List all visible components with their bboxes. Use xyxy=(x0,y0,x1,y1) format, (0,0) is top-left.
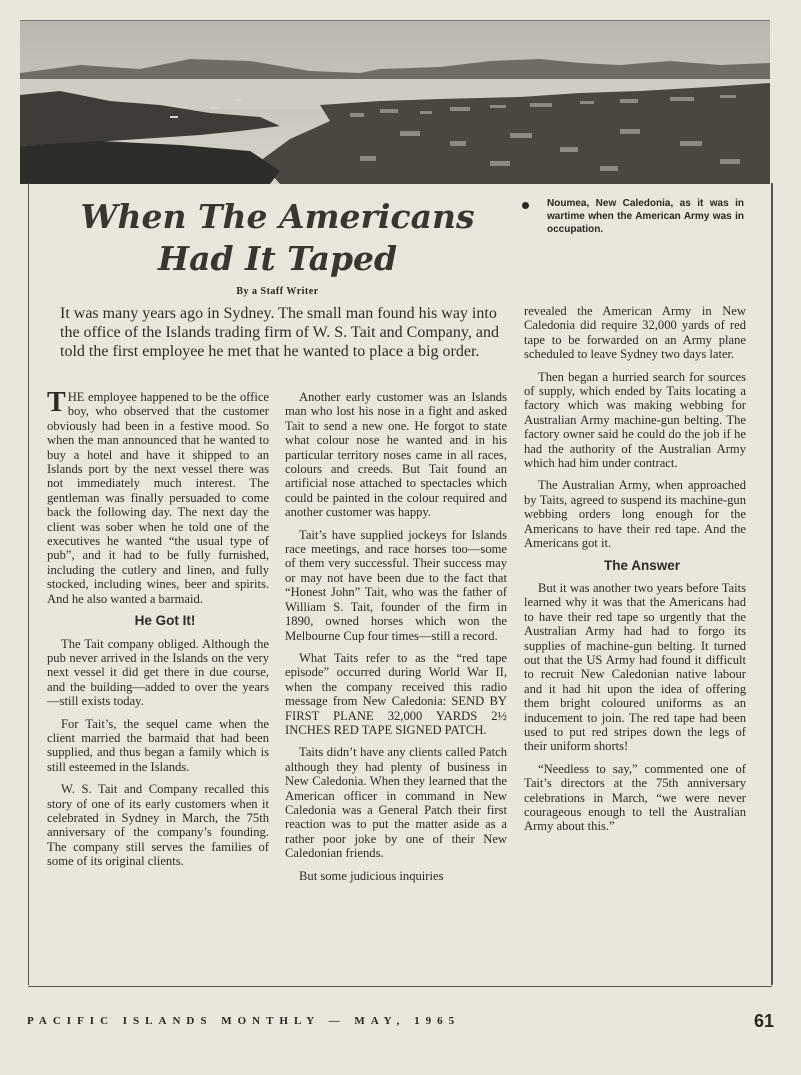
paragraph: The Tait company obliged. Although the pub never arrived in the Islands on the very next vessel it did get there in due course, and the building—added to over the years—still exists today. xyxy=(47,636,269,709)
intro-paragraph: It was many years ago in Sydney. The small man found his way into the office of the Islands trading firm of W. S. Tait and Company, and told the first employee he met that he wanted to place a big order. xyxy=(60,305,499,360)
frame-left-rule xyxy=(28,183,29,985)
article-column-1 xyxy=(47,387,269,877)
page-number: 61 xyxy=(753,1011,774,1031)
magazine-footer: PACIFIC ISLANDS MONTHLY — MAY, 1965 xyxy=(27,1015,461,1027)
paragraph: revealed the American Army in New Caledonia did require 32,000 yards of red tape to be forwarded on an Army plane scheduled to leave Sydney two days later. xyxy=(524,304,746,362)
paragraph: But it was another two years before Taits learned why it was that the Americans had to have their red tape so urgently that the Australian Army had had to forgo its supplies of machine-gun belting. It turned out that the US Army had found it difficult to recruit New Caledonian native labour and it had hit upon the idea of offering them bright coloured uniforms as an inducement to join. The red tape had been used to put red stripes down the legs of their uniform shorts! xyxy=(524,580,746,754)
paragraph xyxy=(47,387,269,606)
subheading-he-got-it: He Got It! xyxy=(134,613,196,629)
paragraph: But some judicious inquiries xyxy=(299,868,444,883)
harbour-photo xyxy=(20,20,770,184)
paragraph: Another early customer was an Islands man who lost his nose in a fight and asked Tait to send a new one. He forgot to state what colour nose he wanted and in his particular territory noses came in all races, colours and creeds. But Tait found an artificial nose attached to spectacles which could be painted in the colour required and another customer was happy. xyxy=(285,390,507,520)
article-headline xyxy=(40,196,515,280)
paragraph: Taits didn’t have any clients called Patch although they had plenty of business in New Caledonia. When they learned that the American officer in command in New Caledonia was a General Patch their first reaction was to put the matter aside as a rather poor joke by one of their New Caledonian friends. xyxy=(285,745,507,861)
paragraph: What Taits refer to as the “red tape episode” occurred during World War II, when the company received this radio message from New Caledonia: SEND BY FIRST PLANE 32,000 YARDS 2½ INCHES RED TAPE SIGNED PATCH. xyxy=(285,650,507,737)
photo-caption-block xyxy=(522,197,744,236)
paragraph: For Tait’s, the sequel came when the client married the barmaid that had been supplied, and thus began a family which is still esteemed in the Islands. xyxy=(47,716,269,774)
article-column-3 xyxy=(524,304,746,842)
frame-right-rule xyxy=(771,183,773,985)
bullet-icon xyxy=(522,202,529,209)
frame-bottom-rule xyxy=(28,986,772,987)
headline-line-1: When The Americans xyxy=(80,197,475,236)
paragraph: “Needless to say,” commented one of Tait’s directors at the 75th anniversary celebrations in March, “we were never courageous enough to tell the Australian Army about this.” xyxy=(524,761,746,834)
paragraph: W. S. Tait and Company recalled this story of one of its early customers when it celebrated in Sydney in March, the 75th anniversary of the company’s founding. The company still serves the families of some of its original clients. xyxy=(47,782,269,869)
paragraph: Then began a hurried search for sources of supply, which ended by Taits locating a factory which was making webbing for Australian Army machine-gun belting. The factory owner said he could do the job if he had the authority of the Australian Army which had him under contract. xyxy=(524,369,746,471)
paragraph-text: HE employee happened to be the office boy, who observed that the customer obviously had been in a festive mood. So when the man announced that he wanted to buy a hotel and have it shipped to an Islands port by the next vessel there was not immediately much interest. The gentleman was finally persuaded to come back the following day. The next day the client was sober when he told one of the executives he wanted “the usual type of pub”, and it had to be fully furnished, including the cutlery and linen, and fully stocked, including wines, beer and spirits. And he also wanted a barmaid. xyxy=(47,390,269,606)
headline-line-2: Had It Taped xyxy=(157,239,398,278)
paragraph: The Australian Army, when approached by Taits, agreed to suspend its machine-gun webbing orders long enough for the Americans to have their red tape. And the Americans got it. xyxy=(524,478,746,551)
article-column-2 xyxy=(285,390,507,891)
subheading-the-answer: The Answer xyxy=(603,557,681,573)
photo-caption: Noumea, New Caledonia, as it was in wartime when the American Army was in occupation. xyxy=(547,198,744,235)
byline: By a Staff Writer xyxy=(236,286,319,297)
drop-cap: T xyxy=(47,387,66,418)
paragraph: Tait’s have supplied jockeys for Islands race meetings, and race horses too—some of them very successful. Their success may or may not have been due to the fact that “Honest John” Tait, who was the father of William S. Tait, founder of the firm in 1890, owned horses which won the Melbourne Cup four times—still a record. xyxy=(285,527,507,643)
